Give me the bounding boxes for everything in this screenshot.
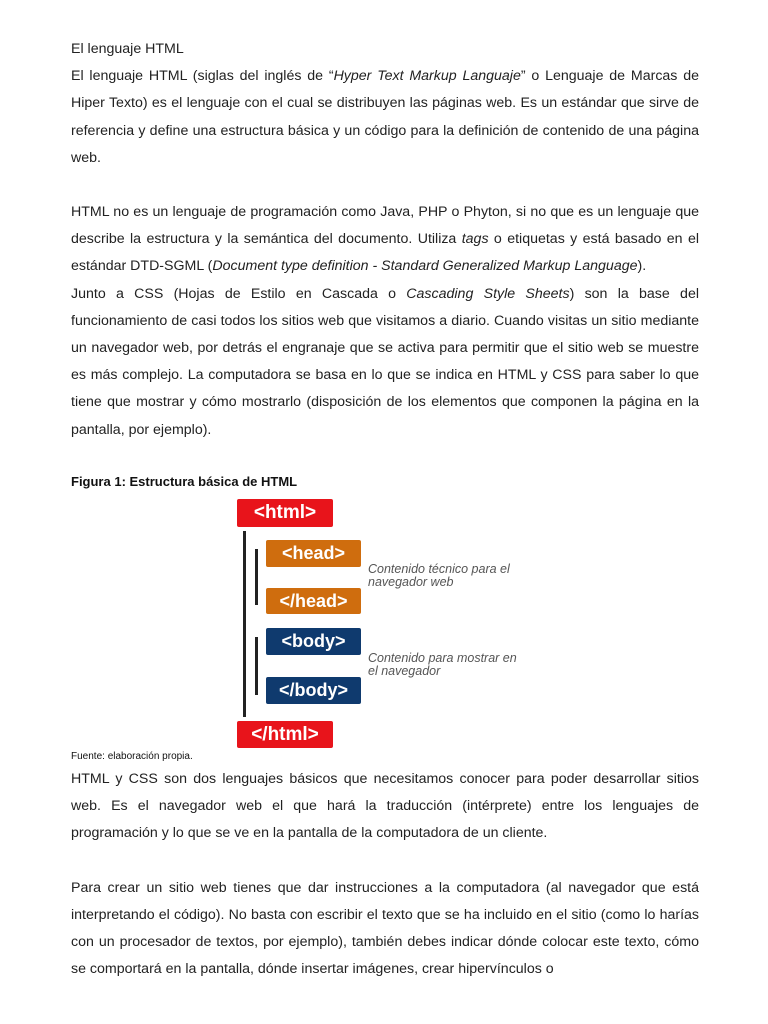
italic-text: Document type definition - Standard Generalized Markup Language	[212, 258, 638, 275]
body-note-line-2: el navegador	[368, 664, 441, 678]
paragraph-5: Para crear un sitio web tienes que dar instrucciones a la computadora (al navegador que está interpretando el código). No basta con escribir el texto que se ha incluido en el sitio (como lo harías con un procesador de textos, por ejemplo), también debes indicar dónde colocar este texto, cómo se comportará en la pantalla, dónde insertar imágenes, crear hipervínculos o	[71, 879, 699, 978]
body-bracket-line	[255, 637, 258, 695]
head-open-tag: <head>	[266, 540, 361, 567]
document-title: El lenguaje HTML	[71, 41, 184, 57]
head-note-line-2: navegador web	[368, 575, 454, 589]
text-run: ) son la base del funcionamiento de casi todos los sitios web que visitamos a diario. Cuando visitas un sitio mediante un navegador web, por detrás el engranaje que se activa para permitir que el sitio web se muestre es más complejo. La computadora se basa en lo que se indica en HTML y CSS para saber lo que tiene que mostrar y cómo mostrarlo (disposición de los elementos que componen la página en la pantalla, por ejemplo).	[71, 285, 699, 438]
figure-source: Fuente: elaboración propia.	[71, 751, 193, 762]
body-open-tag: <body>	[266, 628, 361, 655]
paragraph-3	[71, 281, 699, 444]
body-note	[368, 652, 548, 678]
intro-section	[71, 36, 699, 444]
italic-text: tags	[461, 231, 489, 248]
html-close-tag: </html>	[237, 721, 333, 748]
text-run: El lenguaje HTML (siglas del inglés de “	[71, 68, 334, 85]
html-open-tag: <html>	[237, 499, 333, 527]
head-note-line-1: Contenido técnico para el	[368, 562, 510, 576]
text-run: HTML no es un lenguaje de programación como Java, PHP o Phyton, si no que es un lenguaje que describe la estructura y la semántica del documento. Utiliza	[71, 204, 699, 248]
italic-text: Cascading Style Sheets	[406, 285, 570, 302]
head-close-tag: </head>	[266, 588, 361, 614]
body-note-line-1: Contenido para mostrar en	[368, 651, 517, 665]
figure-caption: Figura 1: Estructura básica de HTML	[71, 474, 298, 489]
text-run: o etiquetas y está basado en el estándar DTD-SGML (	[71, 231, 699, 275]
text-run: ” o Lenguaje de Marcas de Hiper Texto) es el lenguaje con el cual se distribuyen las páginas web. Es un estándar que sirve de referencia y define una estructura básica y un código para la definición de contenido de una página web.	[71, 68, 699, 166]
body-close-tag: </body>	[266, 677, 361, 704]
head-note	[368, 563, 548, 589]
head-bracket-line	[255, 549, 258, 605]
paragraph-1	[71, 63, 699, 172]
paragraph-4: HTML y CSS son dos lenguajes básicos que necesitamos conocer para poder desarrollar sitios web. Es el navegador web el que hará la traducción (intérprete) entre los lenguajes de programación y lo que se ve en la pantalla de la computadora de un cliente.	[71, 771, 699, 842]
italic-text: Hyper Text Markup Languaje	[333, 68, 521, 85]
html-bracket-line	[243, 531, 246, 717]
after-figure-section	[71, 766, 699, 983]
text-run: ).	[637, 258, 647, 275]
paragraph-2	[71, 199, 699, 281]
text-run: Junto a CSS (Hojas de Estilo en Cascada o	[71, 285, 407, 302]
